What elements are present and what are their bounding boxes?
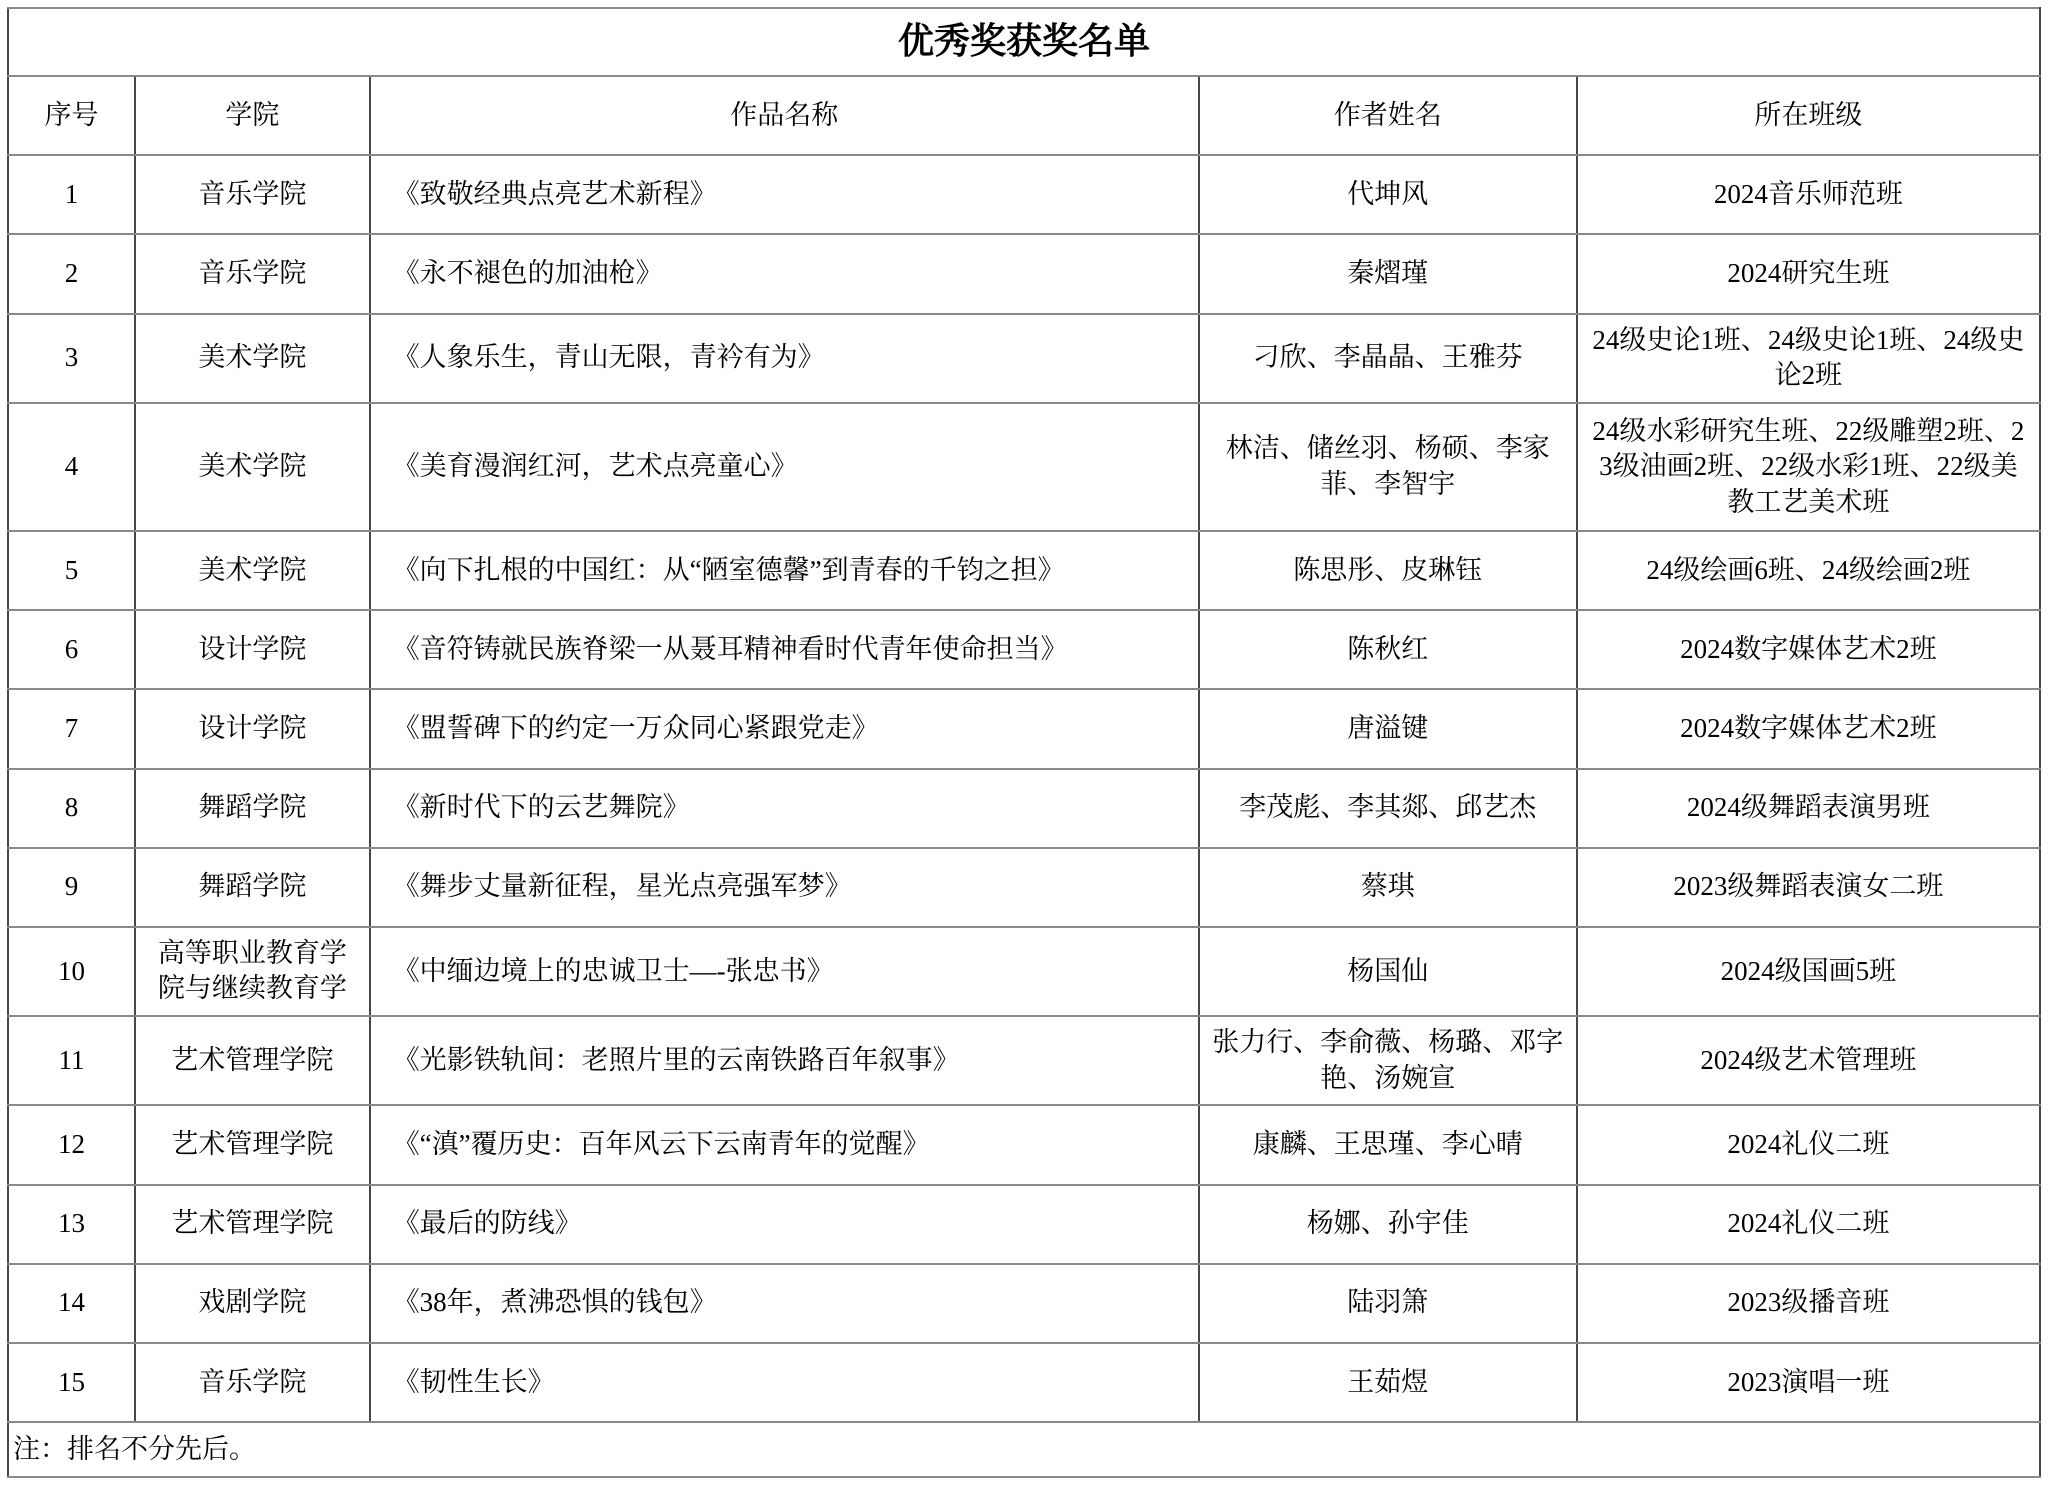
cell-authors: 林洁、储丝羽、杨硕、李家菲、李智宇 (1199, 403, 1577, 531)
cell-class: 2024数字媒体艺术2班 (1577, 610, 2040, 689)
cell-college: 戏剧学院 (135, 1264, 370, 1343)
table-row (8, 531, 2040, 610)
cell-serial-number: 5 (8, 531, 135, 610)
cell-serial-number: 3 (8, 314, 135, 403)
table-row (8, 155, 2040, 234)
cell-serial-number: 4 (8, 403, 135, 531)
column-header-class: 所在班级 (1577, 76, 2040, 155)
table-row (8, 1264, 2040, 1343)
cell-college: 艺术管理学院 (135, 1185, 370, 1264)
cell-work-title: 《中缅边境上的忠诚卫士—-张忠书》 (370, 927, 1199, 1016)
table-row (8, 769, 2040, 848)
cell-work-title: 《向下扎根的中国红：从“陋室德馨”到青春的千钧之担》 (370, 531, 1199, 610)
column-header-work: 作品名称 (370, 76, 1199, 155)
cell-work-title: 《新时代下的云艺舞院》 (370, 769, 1199, 848)
cell-authors: 王茹煜 (1199, 1343, 1577, 1422)
cell-authors: 陆羽箫 (1199, 1264, 1577, 1343)
cell-serial-number: 1 (8, 155, 135, 234)
table-row (8, 610, 2040, 689)
cell-work-title: 《光影铁轨间：老照片里的云南铁路百年叙事》 (370, 1016, 1199, 1105)
cell-work-title: 《最后的防线》 (370, 1185, 1199, 1264)
cell-work-title: 《致敬经典点亮艺术新程》 (370, 155, 1199, 234)
cell-class: 24级绘画6班、24级绘画2班 (1577, 531, 2040, 610)
cell-serial-number: 13 (8, 1185, 135, 1264)
cell-authors: 杨娜、孙宇佳 (1199, 1185, 1577, 1264)
cell-work-title: 《音符铸就民族脊梁一从聂耳精神看时代青年使命担当》 (370, 610, 1199, 689)
cell-work-title: 《美育漫润红河，艺术点亮童心》 (370, 403, 1199, 531)
cell-serial-number: 2 (8, 234, 135, 313)
column-header-authors: 作者姓名 (1199, 76, 1577, 155)
table-row (8, 234, 2040, 313)
table-row (8, 689, 2040, 768)
column-header-no: 序号 (8, 76, 135, 155)
cell-class: 2024礼仪二班 (1577, 1185, 2040, 1264)
cell-authors: 代坤风 (1199, 155, 1577, 234)
cell-college: 音乐学院 (135, 234, 370, 313)
cell-class: 2024礼仪二班 (1577, 1105, 2040, 1184)
cell-work-title: 《舞步丈量新征程，星光点亮强军梦》 (370, 848, 1199, 927)
cell-class: 2024级艺术管理班 (1577, 1016, 2040, 1105)
page-title: 优秀奖获奖名单 (8, 8, 2040, 76)
cell-college: 音乐学院 (135, 1343, 370, 1422)
cell-class: 2024研究生班 (1577, 234, 2040, 313)
table-body (8, 8, 2040, 1477)
cell-college: 舞蹈学院 (135, 848, 370, 927)
cell-class: 2024数字媒体艺术2班 (1577, 689, 2040, 768)
cell-work-title: 《人象乐生，青山无限，青衿有为》 (370, 314, 1199, 403)
cell-serial-number: 9 (8, 848, 135, 927)
cell-authors: 唐溢键 (1199, 689, 1577, 768)
cell-college: 美术学院 (135, 403, 370, 531)
cell-authors: 李茂彪、李其郯、邱艺杰 (1199, 769, 1577, 848)
table-row (8, 1016, 2040, 1105)
cell-serial-number: 10 (8, 927, 135, 1016)
cell-college: 高等职业教育学院与继续教育学 (135, 927, 370, 1016)
cell-class: 24级史论1班、24级史论1班、24级史论2班 (1577, 314, 2040, 403)
cell-college: 艺术管理学院 (135, 1105, 370, 1184)
cell-college: 美术学院 (135, 531, 370, 610)
cell-class: 2023级播音班 (1577, 1264, 2040, 1343)
cell-college: 艺术管理学院 (135, 1016, 370, 1105)
cell-college: 设计学院 (135, 610, 370, 689)
cell-serial-number: 15 (8, 1343, 135, 1422)
cell-work-title: 《38年，煮沸恐惧的钱包》 (370, 1264, 1199, 1343)
cell-authors: 康麟、王思瑾、李心晴 (1199, 1105, 1577, 1184)
cell-work-title: 《永不褪色的加油枪》 (370, 234, 1199, 313)
cell-work-title: 《盟誓碑下的约定一万众同心紧跟党走》 (370, 689, 1199, 768)
award-table (7, 7, 2041, 1478)
cell-class: 24级水彩研究生班、22级雕塑2班、23级油画2班、22级水彩1班、22级美教工艺美术班 (1577, 403, 2040, 531)
cell-class: 2024级国画5班 (1577, 927, 2040, 1016)
column-header-college: 学院 (135, 76, 370, 155)
cell-authors: 秦熠瑾 (1199, 234, 1577, 313)
cell-class: 2023演唱一班 (1577, 1343, 2040, 1422)
table-row (8, 314, 2040, 403)
cell-class: 2024音乐师范班 (1577, 155, 2040, 234)
cell-class: 2023级舞蹈表演女二班 (1577, 848, 2040, 927)
cell-college: 设计学院 (135, 689, 370, 768)
cell-serial-number: 6 (8, 610, 135, 689)
note-row (8, 1422, 2040, 1477)
header-row (8, 76, 2040, 155)
cell-college: 美术学院 (135, 314, 370, 403)
title-row (8, 8, 2040, 76)
cell-serial-number: 12 (8, 1105, 135, 1184)
table-row (8, 1105, 2040, 1184)
cell-authors: 杨国仙 (1199, 927, 1577, 1016)
cell-class: 2024级舞蹈表演男班 (1577, 769, 2040, 848)
cell-college: 舞蹈学院 (135, 769, 370, 848)
cell-authors: 张力行、李俞薇、杨璐、邓字艳、汤婉宣 (1199, 1016, 1577, 1105)
cell-serial-number: 11 (8, 1016, 135, 1105)
cell-authors: 陈秋红 (1199, 610, 1577, 689)
cell-work-title: 《“滇”覆历史：百年风云下云南青年的觉醒》 (370, 1105, 1199, 1184)
table-row (8, 1343, 2040, 1422)
cell-serial-number: 8 (8, 769, 135, 848)
cell-authors: 陈思彤、皮琳钰 (1199, 531, 1577, 610)
footer-note: 注：排名不分先后。 (8, 1422, 2040, 1477)
cell-authors: 蔡琪 (1199, 848, 1577, 927)
cell-work-title: 《韧性生长》 (370, 1343, 1199, 1422)
table-row (8, 403, 2040, 531)
cell-authors: 刁欣、李晶晶、王雅芬 (1199, 314, 1577, 403)
table-row (8, 927, 2040, 1016)
cell-college: 音乐学院 (135, 155, 370, 234)
cell-serial-number: 7 (8, 689, 135, 768)
cell-serial-number: 14 (8, 1264, 135, 1343)
table-row (8, 848, 2040, 927)
table-row (8, 1185, 2040, 1264)
